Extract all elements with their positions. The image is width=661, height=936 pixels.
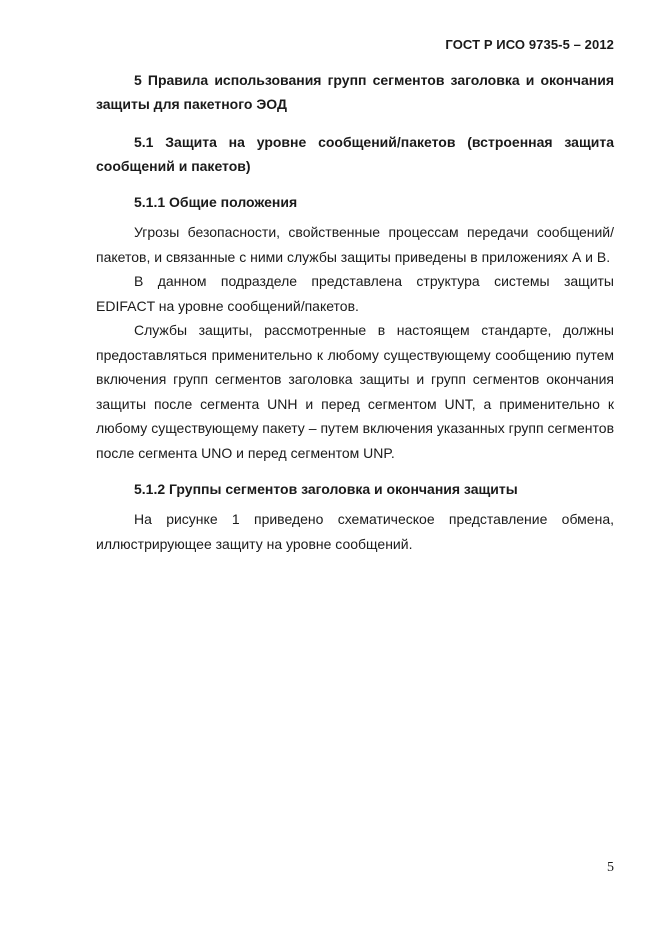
paragraph-services: Службы защиты, рассмотренные в настоящем стандарте, должны предоставляться применительно к любому существующему сообщению путем включения групп сегментов заголовка защиты и групп сегментов окончания защиты после сегмента UNH и перед сегментом UNT, а применительно к любому существующему пакету – путем включения указанных групп сегментов после сегмента UNO и перед сегментом UNP. — [96, 322, 614, 461]
page-number: 5 — [607, 860, 614, 875]
subsection-5-1-2-heading: 5.1.2 Группы сегментов заголовка и окончания защиты — [134, 481, 518, 497]
paragraph-structure: В данном подразделе представлена структура системы защиты EDIFACT на уровне сообщений/пакетов. — [96, 273, 614, 314]
subsection-5-1-heading: 5.1 Защита на уровне сообщений/пакетов (встроенная защита сообщений и пакетов) — [96, 134, 614, 174]
subsection-5-1-1-heading: 5.1.1 Общие положения — [134, 194, 298, 210]
paragraph-figure-reference: На рисунке 1 приведено схематическое представление обмена, иллюстрирующее защиту на уровне сообщений. — [96, 511, 614, 552]
page-content — [96, 68, 614, 556]
document-code-header: ГОСТ Р ИСО 9735-5 – 2012 — [445, 37, 614, 52]
paragraph-threats: Угрозы безопасности, свойственные процессам передачи сообщений/пакетов, и связанные с ними службы защиты приведены в приложениях А и В. — [96, 224, 614, 265]
section-5-heading: 5 Правила использования групп сегментов заголовка и окончания защиты для пакетного ЭОД — [96, 72, 614, 112]
